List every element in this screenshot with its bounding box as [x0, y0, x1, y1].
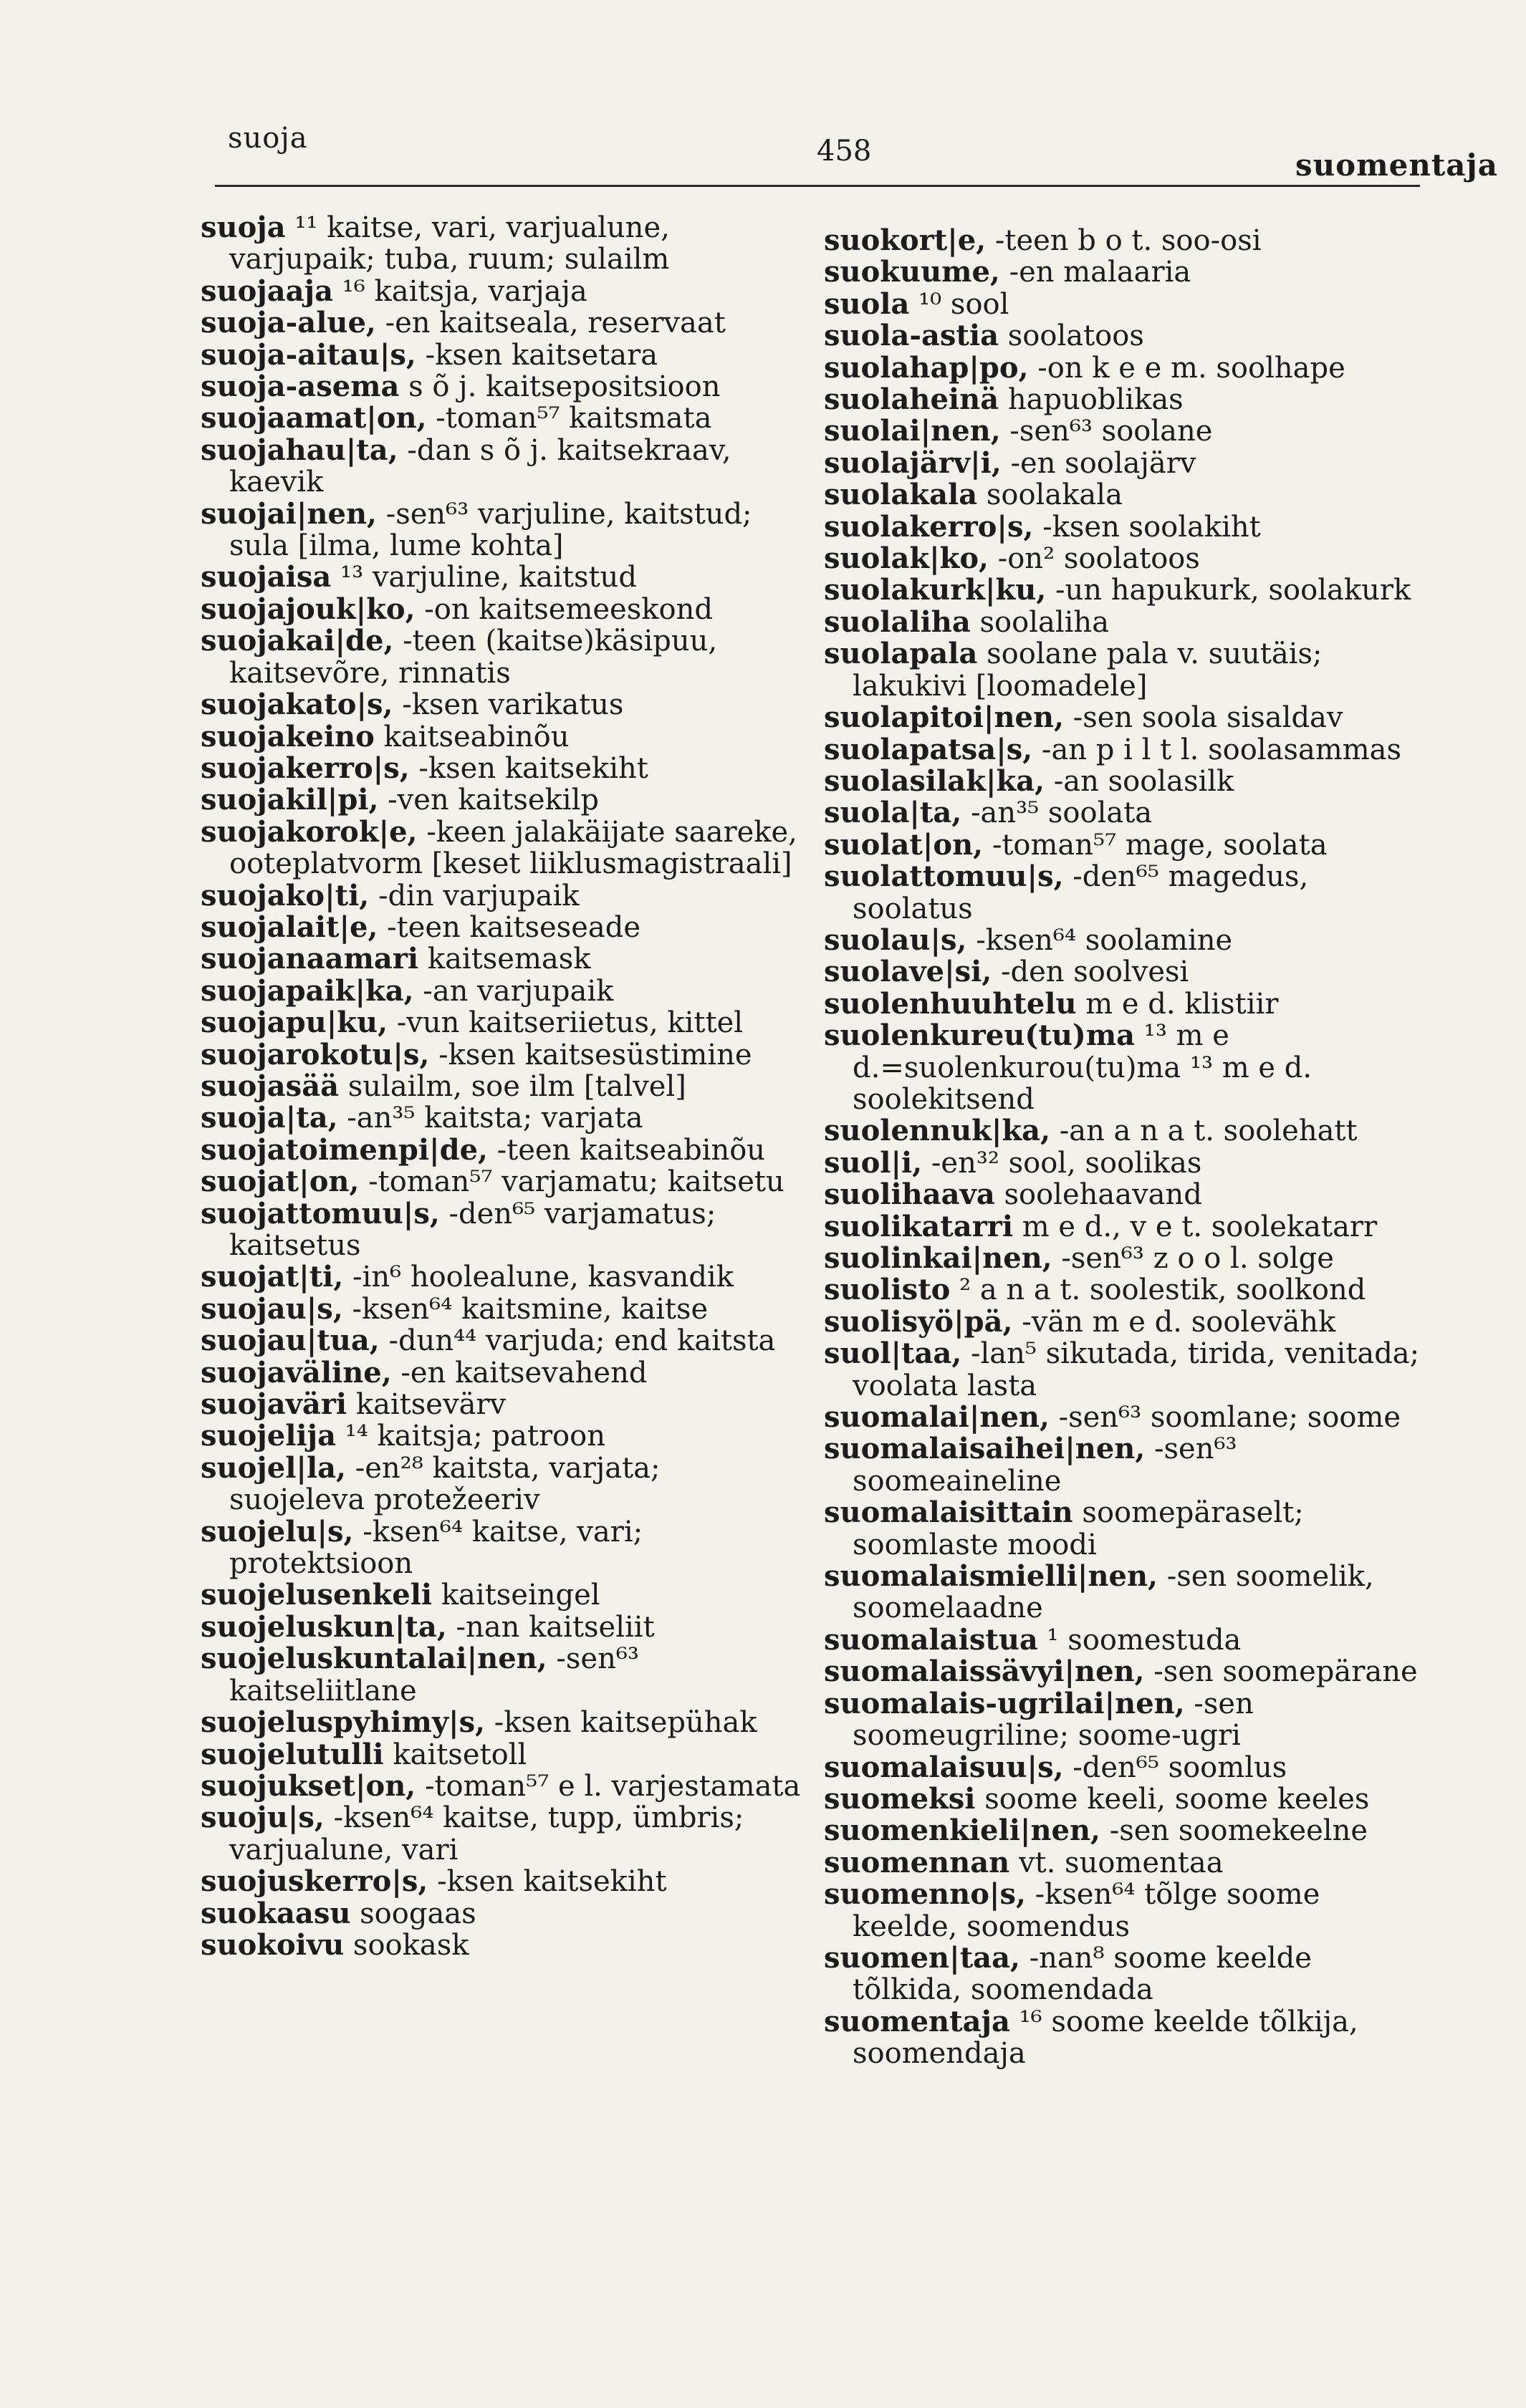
headword: suojasää — [201, 1069, 340, 1103]
dictionary-entry — [201, 1007, 802, 1039]
definition: -en soolajärv — [1010, 446, 1196, 480]
definition: -toman⁵⁷ e l. varjestamata — [424, 1769, 801, 1803]
headword: suolajärv|i, — [824, 446, 1002, 480]
dictionary-entry — [824, 2006, 1426, 2070]
definition: -teen b o t. soo-osi — [994, 224, 1262, 257]
dictionary-entry — [201, 912, 802, 943]
dictionary-entry — [201, 1198, 802, 1262]
dictionary-entry — [824, 384, 1426, 415]
dictionary-entry — [201, 973, 802, 1008]
dictionary-entry — [824, 1115, 1426, 1147]
definition: kaitseingel — [441, 1579, 600, 1612]
definition: -dan s õ j. kaitsekraav, kaevik — [229, 433, 731, 499]
headword: suolave|si, — [824, 955, 992, 989]
headword: suojakai|de, — [201, 624, 394, 658]
definition: -ksen⁶⁴ soolamine — [976, 923, 1233, 957]
headword: suolaheinä — [824, 382, 999, 417]
headword: suojakerro|s, — [201, 751, 410, 785]
dictionary-entry — [824, 607, 1426, 638]
headword: suojaisa — [201, 560, 332, 594]
headword: suolakala — [824, 478, 978, 512]
definition: -ksen⁶⁴ kaitse, vari; protektsioon — [229, 1515, 643, 1581]
definition: -dun⁴⁴ varjuda; end kaitsta — [388, 1324, 776, 1358]
dictionary-entry — [201, 371, 802, 403]
headword: suomalaistua — [824, 1622, 1038, 1657]
dictionary-entry — [824, 352, 1426, 384]
definition: -sen soomekeelne — [1109, 1814, 1368, 1848]
headword: suomenno|s, — [824, 1877, 1026, 1912]
dictionary-entry — [201, 212, 802, 276]
headword: suojat|ti, — [201, 1260, 344, 1294]
headword: suomalaissävyi|nen, — [824, 1655, 1145, 1689]
headword: suojakorok|e, — [201, 814, 418, 849]
dictionary-entry — [201, 1739, 802, 1771]
definition: soolehaavand — [1004, 1178, 1202, 1212]
dictionary-entry — [824, 286, 1426, 321]
definition: soolakala — [986, 478, 1123, 512]
dictionary-entry — [201, 689, 802, 721]
dictionary-entry — [824, 988, 1426, 1020]
headword: suolapitoi|nen, — [824, 700, 1064, 735]
headword: suolikatarri — [824, 1209, 1014, 1243]
definition: sookask — [352, 1928, 469, 1962]
dictionary-entry — [201, 1102, 802, 1134]
definition: -ksen varikatus — [402, 688, 624, 722]
definition: -in⁶ hoolealune, kasvandik — [352, 1261, 734, 1294]
headword: suolinkai|nen, — [824, 1241, 1052, 1275]
headword: suojaväri — [201, 1387, 347, 1422]
dictionary-entry — [201, 339, 802, 371]
definition: -sen soola sisaldav — [1072, 701, 1343, 735]
headword: suoja-alue, — [201, 306, 376, 340]
definition: -sen⁶³ varjuline, kaitstud; sula [ilma, lume kohta] — [229, 497, 752, 563]
headword: suolattomuu|s, — [824, 859, 1064, 894]
definition: -toman⁵⁷ mage, soolata — [992, 828, 1328, 862]
definition: -en kaitsevahend — [400, 1356, 648, 1390]
left-column — [201, 212, 802, 1961]
dictionary-entry — [201, 1450, 802, 1517]
dictionary-entry — [201, 814, 802, 881]
definition: -sen⁶³ z o o l. solge — [1061, 1242, 1334, 1275]
headword: suolakurk|ku, — [824, 573, 1047, 607]
headword: suomalaisittain — [824, 1496, 1073, 1530]
definition: -nan⁸ soome keelde tõlkida, soomendada — [853, 1941, 1312, 2007]
dictionary-entry — [824, 702, 1426, 733]
dictionary-entry — [824, 861, 1426, 925]
definition: m e d. klistiir — [1085, 987, 1279, 1021]
definition: -ksen⁶⁴ kaitse, tupp, ümbris; varjualune, vari — [229, 1801, 744, 1867]
dictionary-entry — [201, 1132, 802, 1167]
dictionary-entry — [824, 925, 1426, 956]
definition: s õ j. kaitsepositsioon — [408, 370, 721, 404]
page-number: 458 — [817, 135, 872, 168]
dictionary-entry — [824, 415, 1426, 447]
dictionary-entry — [824, 1942, 1426, 2006]
headword: suojukset|on, — [201, 1768, 416, 1803]
dictionary-entry — [201, 1643, 802, 1707]
dictionary-entry — [201, 1420, 802, 1452]
definition: kaitsevärv — [355, 1388, 507, 1422]
dictionary-entry — [201, 753, 802, 784]
headword: suolakerro|s, — [824, 509, 1034, 544]
dictionary-entry — [824, 225, 1426, 256]
definition: -sen soomelik, soomelaadne — [853, 1560, 1374, 1625]
headword: suojarokotu|s, — [201, 1037, 430, 1071]
definition: -keen jalakäijate saareke, ooteplatvorm [keset liiklusmagistraali] — [229, 815, 797, 881]
dictionary-entry — [201, 625, 802, 689]
definition: soomepäraselt; soomlaste moodi — [853, 1496, 1304, 1561]
headword: suomalaisuu|s, — [824, 1750, 1064, 1784]
headword: suojeluskuntalai|nen, — [201, 1642, 547, 1676]
definition: -ksen kaitsekiht — [437, 1865, 667, 1899]
dictionary-entry — [824, 1561, 1426, 1624]
headword: suol|i, — [824, 1145, 923, 1180]
headword: suojelusenkeli — [201, 1578, 433, 1612]
dictionary-entry — [201, 1802, 802, 1866]
headword: suojattomuu|s, — [201, 1196, 440, 1231]
dictionary-entry — [824, 543, 1426, 574]
definition: -lan⁵ sikutada, tirida, venitada; voolata lasta — [853, 1337, 1420, 1402]
dictionary-entry — [201, 1866, 802, 1897]
dictionary-entry — [201, 784, 802, 816]
dictionary-entry — [824, 1656, 1426, 1687]
definition: -ven kaitsekilp — [388, 784, 599, 817]
headword: suomalai|nen, — [824, 1400, 1050, 1435]
dictionary-entry — [201, 1291, 802, 1326]
definition: -ksen kaitsekiht — [418, 751, 648, 785]
headword: suojau|s, — [201, 1291, 343, 1326]
definition: ¹ soomestuda — [1047, 1623, 1242, 1657]
definition: soolane pala v. suutäis; lakukivi [loomadele] — [853, 637, 1323, 703]
dictionary-entry — [201, 1927, 802, 1962]
definition: -ksen⁶⁴ tõlge soome keelde, soomendus — [853, 1878, 1320, 1943]
definition: -den⁶⁵ magedus, soolatus — [853, 860, 1309, 925]
headword: suomen|taa, — [824, 1940, 1020, 1975]
dictionary-entry — [824, 479, 1426, 511]
definition: -ksen kaitsetara — [425, 338, 658, 372]
headword: suomalais-ugrilai|nen, — [824, 1686, 1185, 1720]
headword: suoja — [201, 211, 286, 244]
dictionary-entry — [201, 1609, 802, 1644]
headword: suokoivu — [201, 1927, 345, 1962]
headword: suojakato|s, — [201, 688, 393, 722]
running-head-right: suomentaja — [1295, 148, 1498, 183]
definition: -vun kaitseriietus, kittel — [396, 1006, 744, 1040]
dictionary-entry — [824, 1497, 1426, 1561]
headword: suokaasu — [201, 1896, 351, 1930]
dictionary-entry — [201, 1898, 802, 1930]
dictionary-entry — [201, 594, 802, 625]
dictionary-entry — [824, 1306, 1426, 1338]
headword: suojalait|e, — [201, 910, 378, 944]
definition: -an³⁵ soolata — [970, 796, 1153, 830]
headword: suojakil|pi, — [201, 783, 379, 817]
definition: -un hapukurk, soolakurk — [1055, 574, 1411, 607]
right-column — [824, 225, 1426, 2070]
headword: suolihaava — [824, 1177, 995, 1212]
dictionary-entry — [824, 1243, 1426, 1274]
definition: -an varjupaik — [423, 974, 614, 1008]
headword: suola-astia — [824, 319, 999, 353]
headword: suojaamat|on, — [201, 401, 427, 435]
definition: m e d., v e t. soolekatarr — [1022, 1210, 1378, 1243]
dictionary-entry — [201, 496, 802, 563]
headword: suola — [824, 286, 910, 321]
dictionary-entry — [824, 1402, 1426, 1433]
definition: -teen kaitseabinõu — [496, 1133, 766, 1167]
headword: suolennuk|ka, — [824, 1114, 1050, 1148]
headword: suoja|ta, — [201, 1101, 338, 1135]
dictionary-entry — [201, 276, 802, 307]
dictionary-entry — [201, 1357, 802, 1389]
definition: -ksen kaitsepühak — [494, 1706, 757, 1740]
definition: -on² soolatoos — [997, 542, 1200, 576]
headword: suojanaamari — [201, 942, 419, 976]
dictionary-entry — [824, 1338, 1426, 1402]
definition: soome keeli, soome keeles — [984, 1782, 1370, 1816]
definition: kaitseabinõu — [383, 720, 570, 753]
definition: -sen⁶³ soomlane; soome — [1058, 1401, 1401, 1435]
definition: hapuoblikas — [1007, 383, 1184, 417]
headword: suolau|s, — [824, 923, 967, 957]
headword: suojat|on, — [201, 1165, 360, 1199]
headword: suolahap|po, — [824, 350, 1029, 385]
definition: -en malaaria — [1009, 256, 1191, 289]
dictionary-entry — [201, 943, 802, 975]
definition: -en³² sool, soolikas — [931, 1146, 1202, 1180]
headword: suol|taa, — [824, 1337, 962, 1371]
dictionary-entry — [201, 1768, 802, 1803]
headword: suojaaja — [201, 274, 333, 308]
dictionary-entry — [201, 1325, 802, 1357]
dictionary-entry — [201, 1071, 802, 1102]
definition: ¹³ m e d.=suolenkurou(tu)ma ¹³ m e d. soolekitsend — [853, 1019, 1313, 1116]
headword: suojai|nen, — [201, 496, 377, 531]
dictionary-entry — [824, 1879, 1426, 1942]
dictionary-entry — [201, 403, 802, 434]
dictionary-entry — [824, 1752, 1426, 1783]
dictionary-entry — [824, 1020, 1426, 1115]
headword: suojelija — [201, 1419, 336, 1453]
definition: -on k e e m. soolhape — [1037, 351, 1345, 385]
headword: suojeluspyhimy|s, — [201, 1705, 486, 1740]
definition: sulailm, soe ilm [talvel] — [347, 1069, 686, 1103]
definition: ¹⁶ kaitsja, varjaja — [342, 274, 587, 308]
headword: suoju|s, — [201, 1801, 325, 1835]
definition: -den soolvesi — [1001, 955, 1189, 989]
definition: vt. suomentaa — [1018, 1846, 1224, 1879]
dictionary-entry — [824, 797, 1426, 829]
dictionary-entry — [824, 511, 1426, 543]
headword: suola|ta, — [824, 796, 962, 830]
dictionary-entry — [824, 256, 1426, 288]
dictionary-entry — [824, 448, 1426, 479]
headword: suomentaja — [824, 2004, 1010, 2038]
definition: -an soolasilk — [1053, 764, 1234, 798]
dictionary-entry — [824, 1815, 1426, 1846]
dictionary-entry — [201, 435, 802, 499]
headword: suojeluskun|ta, — [201, 1609, 447, 1644]
definition: soogaas — [360, 1897, 476, 1930]
definition: -vän m e d. soolevähk — [1022, 1305, 1336, 1339]
definition: kaitsetoll — [393, 1738, 527, 1771]
definition: -ksen soolakiht — [1042, 510, 1261, 544]
headword: suojako|ti, — [201, 878, 370, 912]
headword: suojuskerro|s, — [201, 1864, 428, 1899]
dictionary-entry — [201, 1039, 802, 1071]
definition: ¹³ varjuline, kaitstud — [340, 561, 637, 594]
dictionary-entry — [824, 1847, 1426, 1879]
dictionary-entry — [824, 829, 1426, 861]
definition: -toman⁵⁷ kaitsmata — [436, 402, 712, 435]
dictionary-entry — [201, 1261, 802, 1293]
dictionary-entry — [824, 1624, 1426, 1656]
headword: suolenhuuhtelu — [824, 986, 1077, 1021]
headword: suolisto — [824, 1273, 951, 1307]
definition: -sen⁶³ soomeaineline — [853, 1432, 1237, 1498]
definition: -an a n a t. soolehatt — [1059, 1114, 1358, 1148]
headword: suokort|e, — [824, 223, 987, 257]
dictionary-entry — [201, 880, 802, 912]
dictionary-entry — [201, 1579, 802, 1611]
headword: suolasilak|ka, — [824, 764, 1045, 798]
headword: suolai|nen, — [824, 414, 1001, 448]
dictionary-entry — [824, 1433, 1426, 1497]
headword: suomenkieli|nen, — [824, 1814, 1100, 1848]
definition: kaitsemask — [427, 943, 591, 976]
headword: suojaväline, — [201, 1355, 392, 1390]
dictionary-entry — [824, 766, 1426, 797]
definition: soolatoos — [1007, 319, 1144, 353]
headword: suomeksi — [824, 1781, 976, 1816]
definition: ¹¹ kaitse, vari, varjualune, varjupaik; tuba, ruum; sulailm — [229, 211, 670, 276]
headword: suolak|ko, — [824, 541, 989, 576]
definition: -den⁶⁵ soomlus — [1072, 1750, 1287, 1784]
dictionary-entry — [824, 1211, 1426, 1243]
dictionary-entry — [824, 734, 1426, 766]
headword: suokuume, — [824, 255, 1000, 289]
dictionary-entry — [824, 1147, 1426, 1179]
definition: -sen soomeugriline; soome-ugri — [853, 1687, 1254, 1753]
dictionary-entry — [201, 1516, 802, 1580]
dictionary-entry — [824, 638, 1426, 702]
headword: suojau|tua, — [201, 1324, 380, 1358]
definition: -sen⁶³ soolane — [1009, 415, 1213, 448]
definition: -sen⁶³ kaitseliitlane — [229, 1642, 639, 1708]
dictionary-entry — [824, 1688, 1426, 1752]
dictionary-entry — [201, 721, 802, 753]
definition: -an³⁵ kaitsta; varjata — [347, 1102, 643, 1135]
headword: suolat|on, — [824, 827, 984, 862]
dictionary-entry — [824, 956, 1426, 988]
dictionary-entry — [201, 1166, 802, 1198]
headword: suoja-asema — [201, 370, 400, 404]
headword: suomalaisaihei|nen, — [824, 1432, 1146, 1466]
headword: suolenkureu(tu)ma — [824, 1018, 1136, 1053]
dictionary-entry — [201, 1707, 802, 1738]
headword: suolaliha — [824, 605, 971, 639]
dictionary-entry — [824, 1783, 1426, 1815]
header-rule — [215, 185, 1420, 187]
headword: suojahau|ta, — [201, 433, 398, 467]
definition: -en²⁸ kaitsta, varjata; suojeleva protežeeriv — [229, 1451, 661, 1517]
definition: -sen soomepärane — [1153, 1655, 1418, 1689]
dictionary-entry — [824, 1274, 1426, 1306]
definition: soolaliha — [979, 605, 1110, 639]
definition: -den⁶⁵ varjamatus; kaitsetus — [229, 1197, 716, 1262]
running-head-left: suoja — [228, 122, 308, 155]
dictionary-entry — [201, 562, 802, 593]
definition: -teen kaitseseade — [387, 910, 640, 944]
headword: suojatoimenpi|de, — [201, 1132, 488, 1167]
definition: -ksen⁶⁴ kaitsmine, kaitse — [352, 1292, 709, 1326]
headword: suomennan — [824, 1845, 1010, 1879]
definition: ² a n a t. soolestik, soolkond — [959, 1273, 1366, 1307]
headword: suojakeino — [201, 719, 375, 753]
definition: -an p i l t l. soolasammas — [1041, 733, 1402, 766]
definition: ¹⁰ sool — [918, 287, 1009, 321]
headword: suoja-aitau|s, — [201, 337, 416, 372]
headword: suojapu|ku, — [201, 1006, 388, 1040]
definition: -on kaitsemeeskond — [424, 592, 713, 626]
headword: suomalaismielli|nen, — [824, 1559, 1158, 1594]
headword: suojelu|s, — [201, 1514, 354, 1549]
dictionary-entry — [201, 307, 802, 339]
dictionary-entry — [824, 320, 1426, 352]
definition: ¹⁴ kaitsja; patroon — [345, 1420, 605, 1453]
definition: -nan kaitseliit — [456, 1610, 655, 1644]
definition: -din varjupaik — [378, 879, 580, 912]
headword: suojapaik|ka, — [201, 973, 414, 1008]
headword: suojajouk|ko, — [201, 592, 416, 626]
headword: suojelutulli — [201, 1737, 384, 1771]
definition: ¹⁶ soome keelde tõlkija, soomendaja — [853, 2005, 1358, 2071]
headword: suolapala — [824, 637, 978, 671]
definition: -teen (kaitse)käsipuu, kaitsevõre, rinnatis — [229, 625, 718, 690]
dictionary-entry — [201, 1389, 802, 1420]
definition: -en kaitseala, reservaat — [385, 307, 726, 340]
definition: -ksen kaitsesüstimine — [438, 1038, 752, 1071]
definition: -toman⁵⁷ varjamatu; kaitsetu — [368, 1165, 784, 1199]
headword: suolapatsa|s, — [824, 732, 1033, 766]
headword: suolisyö|pä, — [824, 1304, 1013, 1339]
headword: suojel|la, — [201, 1450, 346, 1485]
dictionary-entry — [824, 574, 1426, 606]
dictionary-entry — [824, 1179, 1426, 1210]
